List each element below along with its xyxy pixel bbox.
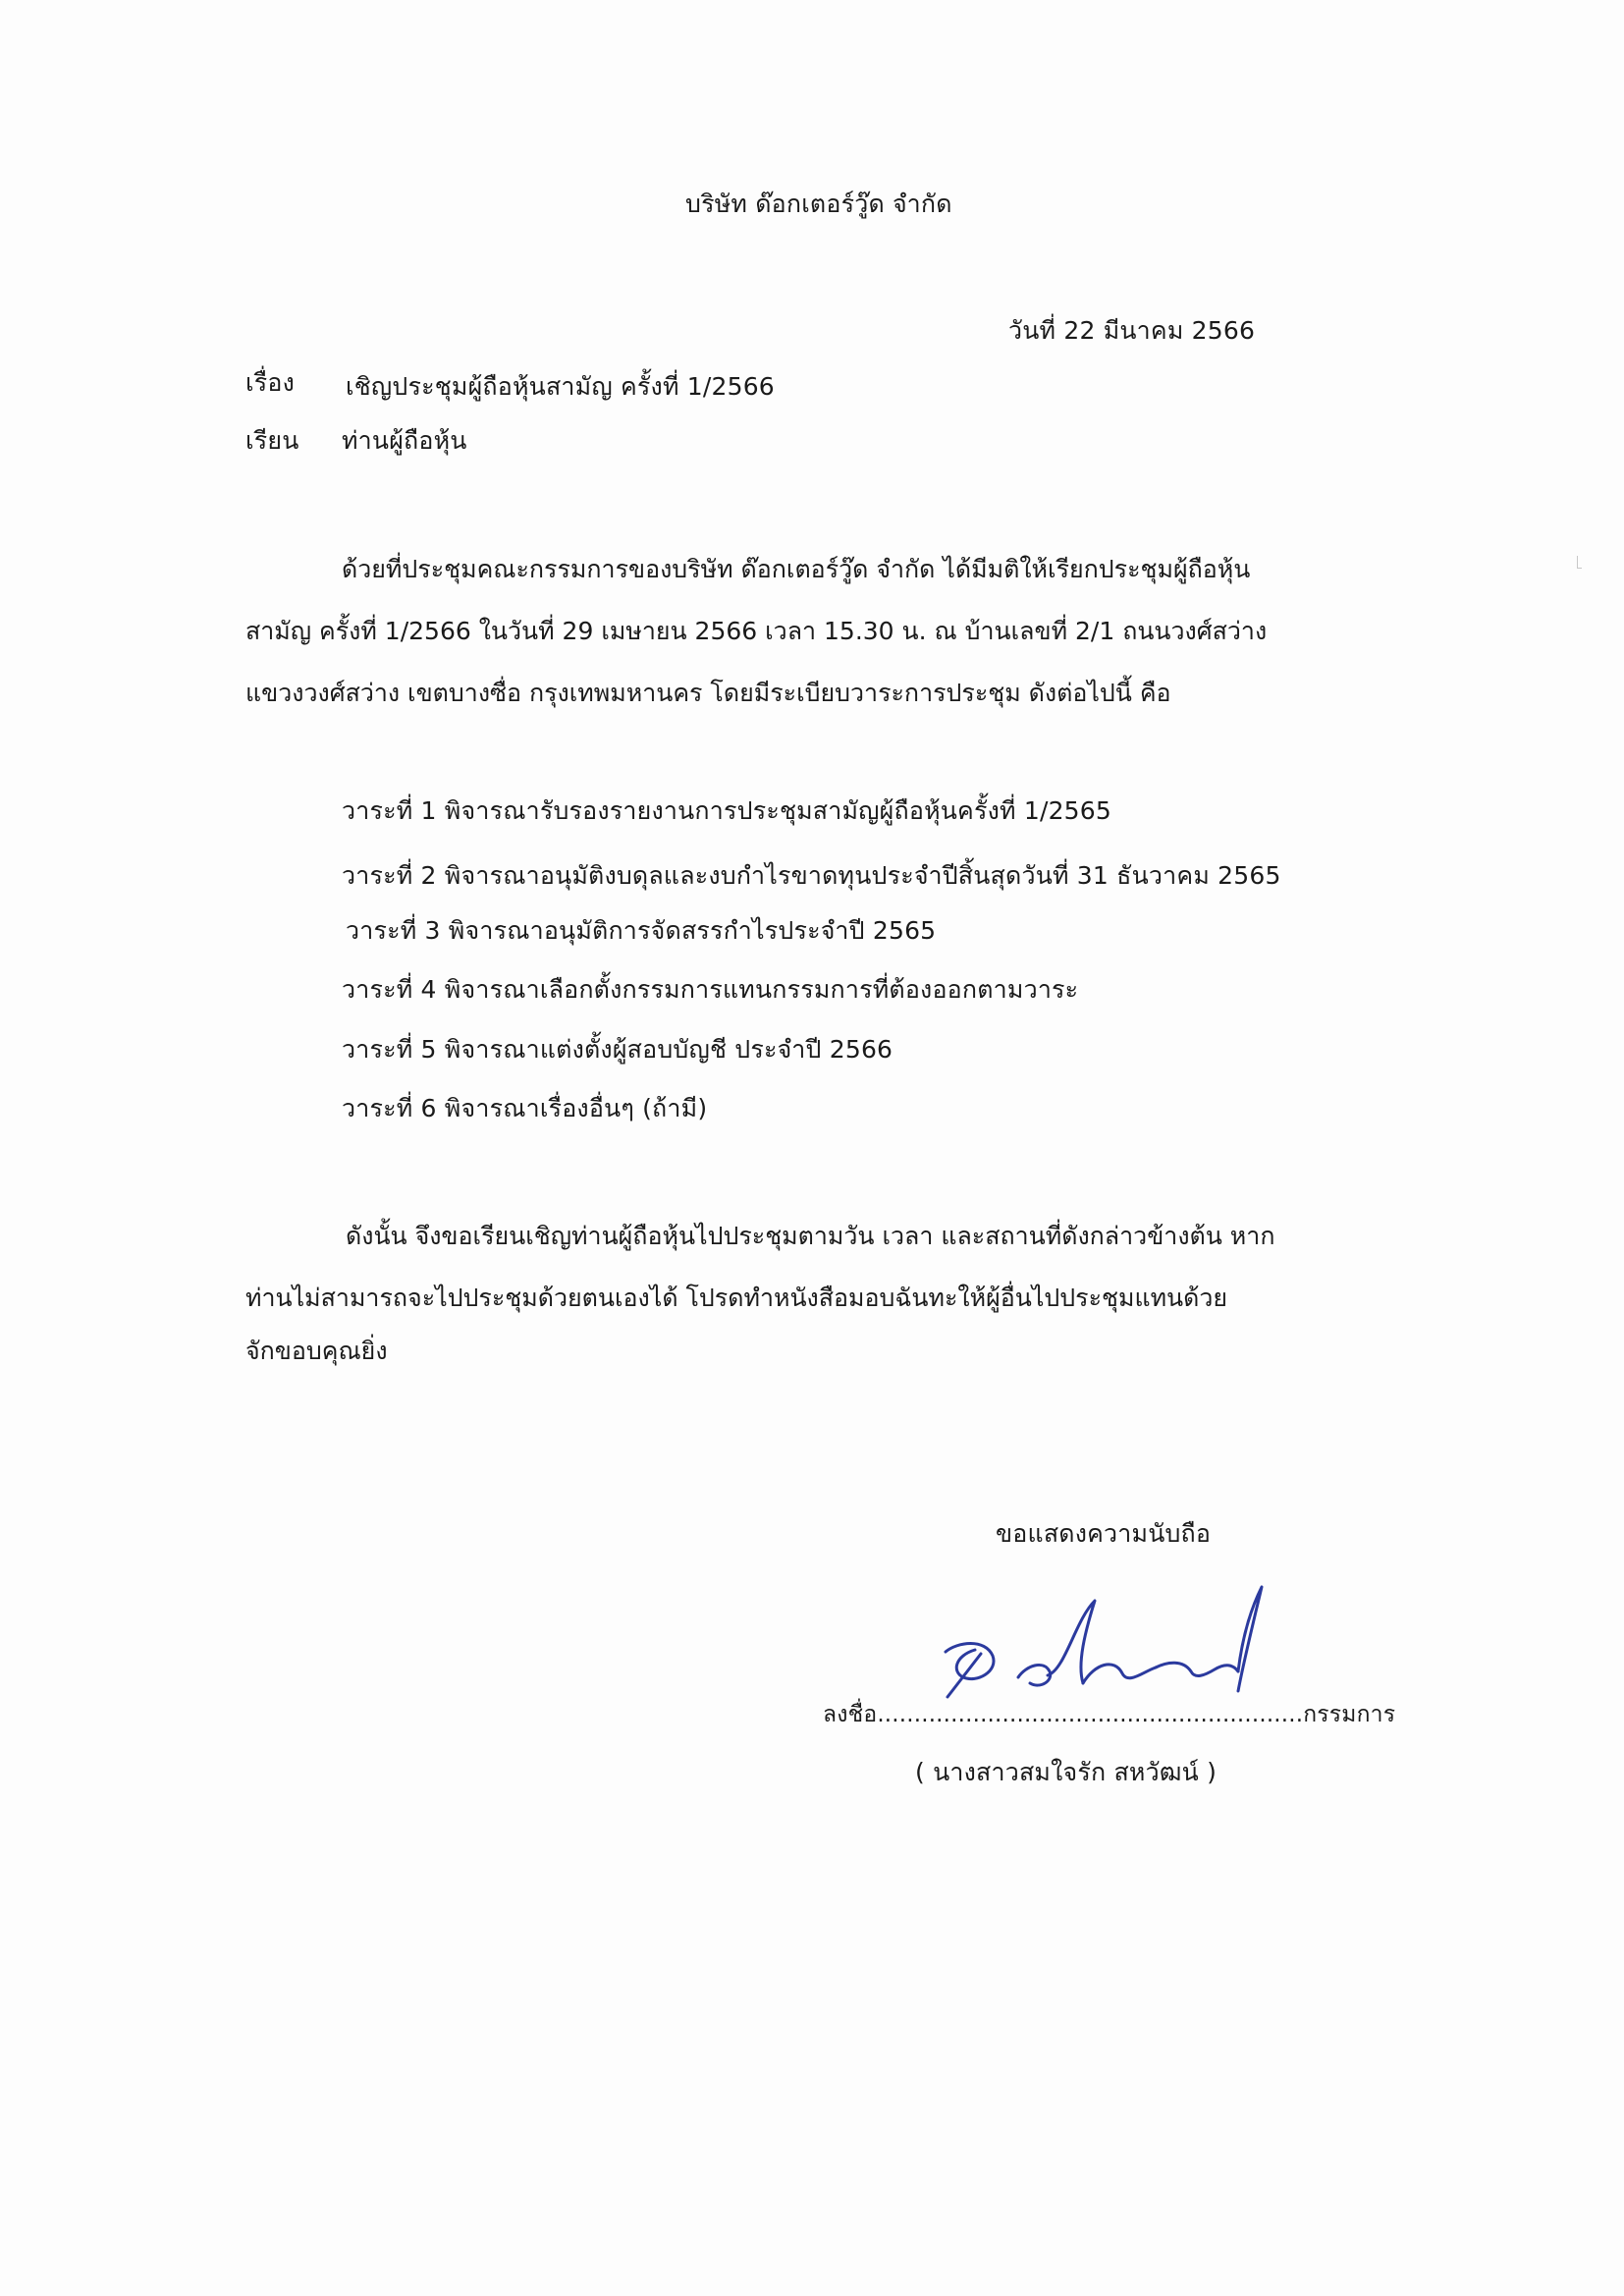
intro-line-1: ด้วยที่ประชุมคณะกรรมการของบริษัท ด๊อกเตอร์วู๊ด จำกัด ได้มีมติให้เรียกประชุมผู้ถือหุ้น: [342, 555, 1251, 583]
subject-label: เรื่อง: [245, 368, 295, 397]
agenda-item: วาระที่ 3 พิจารณาอนุมัติการจัดสรรกำไรประจำปี 2565: [346, 916, 937, 945]
signer-name: ( นางสาวสมใจรัก สหวัฒน์ ): [915, 1758, 1218, 1786]
recipient-label: เรียน: [245, 426, 299, 455]
letter-date: วันที่ 22 มีนาคม 2566: [1008, 316, 1256, 345]
closing-line-3: จักขอบคุณยิ่ง: [245, 1337, 388, 1365]
scan-mark: [1577, 556, 1582, 569]
closing-line-1: ดังนั้น จึงขอเรียนเชิญท่านผู้ถือหุ้นไปประชุมตามวัน เวลา และสถานที่ดังกล่าวข้างต้น หาก: [346, 1222, 1275, 1250]
agenda-item: วาระที่ 1 พิจารณารับรองรายงานการประชุมสามัญผู้ถือหุ้นครั้งที่ 1/2565: [342, 796, 1111, 825]
company-heading: บริษัท ด๊อกเตอร์วู๊ด จำกัด: [685, 190, 952, 218]
intro-line-2: สามัญ ครั้งที่ 1/2566 ในวันที่ 29 เมษายน 2566 เวลา 15.30 น. ณ บ้านเลขที่ 2/1 ถนนวงศ์สว่าง: [245, 617, 1268, 645]
subject-text: เชิญประชุมผู้ถือหุ้นสามัญ ครั้งที่ 1/2566: [346, 372, 775, 401]
signature-line: ลงชื่อ..........................................................กรรมการ: [823, 1702, 1396, 1727]
recipient-text: ท่านผู้ถือหุ้น: [342, 426, 467, 455]
agenda-item: วาระที่ 6 พิจารณาเรื่องอื่นๆ (ถ้ามี): [342, 1094, 708, 1122]
closing-line-2: ท่านไม่สามารถจะไปประชุมด้วยตนเองได้ โปรดทำหนังสือมอบฉันทะให้ผู้อื่นไปประชุมแทนด้วย: [245, 1284, 1228, 1312]
agenda-item: วาระที่ 4 พิจารณาเลือกตั้งกรรมการแทนกรรมการที่ต้องออกตามวาระ: [342, 975, 1079, 1004]
intro-line-3: แขวงวงศ์สว่าง เขตบางซื่อ กรุงเทพมหานคร โดยมีระเบียบวาระการประชุม ดังต่อไปนี้ คือ: [245, 679, 1171, 707]
agenda-item: วาระที่ 5 พิจารณาแต่งตั้งผู้สอบบัญชี ประจำปี 2566: [342, 1035, 893, 1064]
regards-text: ขอแสดงความนับถือ: [996, 1519, 1212, 1548]
agenda-item: วาระที่ 2 พิจารณาอนุมัติงบดุลและงบกำไรขาดทุนประจำปีสิ้นสุดวันที่ 31 ธันวาคม 2565: [342, 861, 1281, 890]
